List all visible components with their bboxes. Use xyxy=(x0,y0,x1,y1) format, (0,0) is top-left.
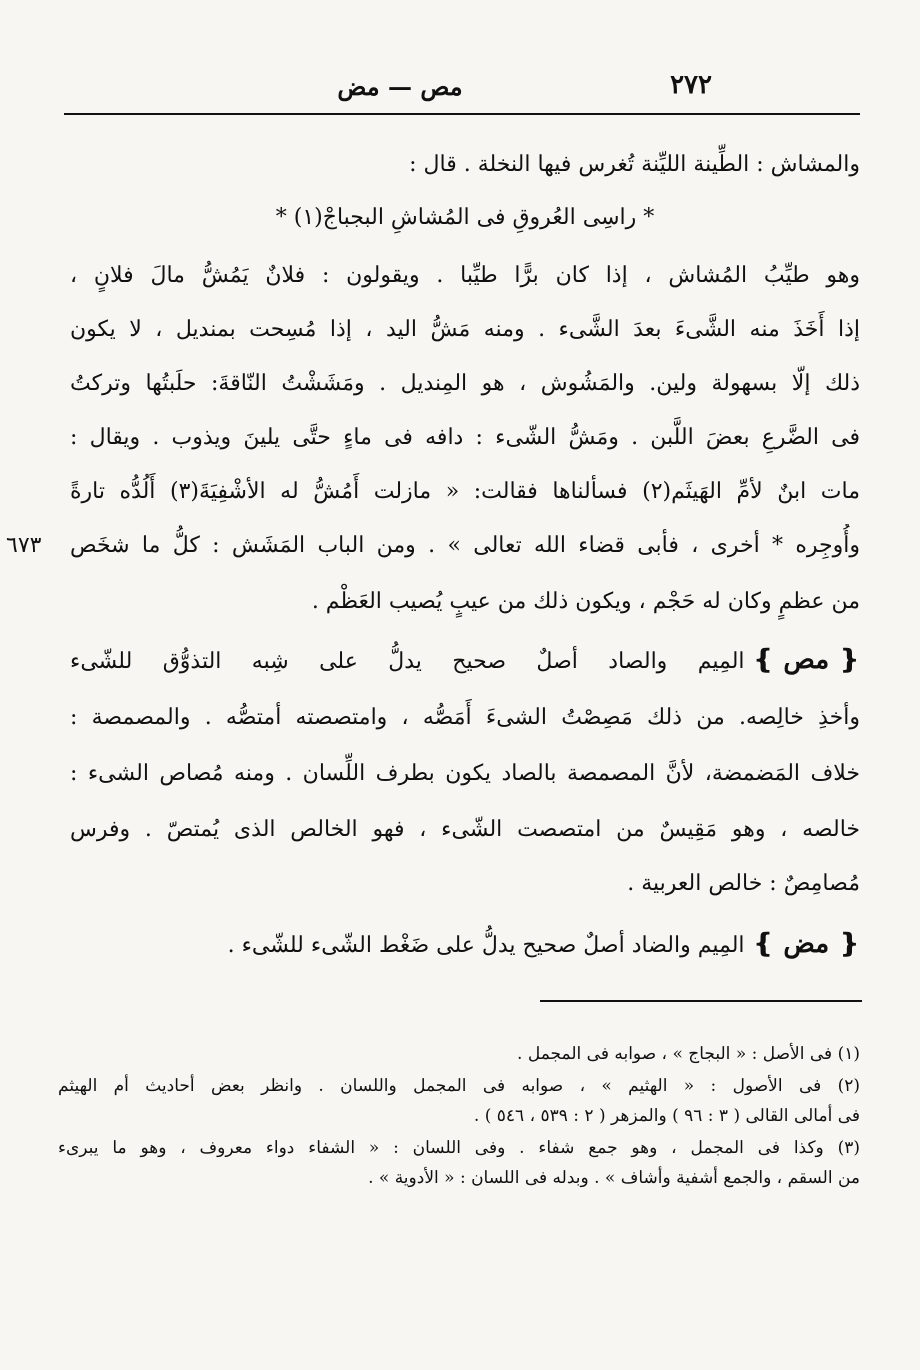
entry-heading-line xyxy=(70,638,860,682)
verse-line: * راسِى العُروقِ فى المُشاشِ البجباجْ(١) * xyxy=(275,205,655,230)
body-line: ذلك إلّا بسهولة ولين. والمَشُوش ، هو المِنديل . ومَشَشْتُ النّاقةَ: حلَبتُها وتركتُ xyxy=(70,371,860,396)
entry-headword-mass: ❴ مص ❵ xyxy=(753,638,860,682)
footnote-rule xyxy=(540,1000,862,1002)
body-line: خلاف المَضمضة، لأنَّ المصمصة بالصاد يكون بطرف اللِّسان . ومنه مُصاص الشىء : xyxy=(70,761,860,786)
footnote-line: (٣) وكذا فى المجمل ، وهو جمع شفاء . وفى اللسان : « الشفاء دواء معروف ، وهو ما يبرىء xyxy=(58,1138,860,1158)
body-line: وأخذِ خالِصه. من ذلك مَصِصْتُ الشىءَ أَمَصُّه ، وامتصصته أمتصُّه . والمصمصة : xyxy=(70,705,860,730)
body-line-text: المِيم والضاد أصلٌ صحيح يدلُّ على ضَغْط الشّىء للشّىء . xyxy=(227,933,745,958)
footnote-line: (١) فى الأصل : « البجاج » ، صوابه فى المجمل . xyxy=(517,1044,860,1064)
body-line: من عظمٍ وكان له حَجْم ، ويكون ذلك من عيبٍ يُصيب العَظْم . xyxy=(311,589,860,614)
body-line: إذا أَخَذَ منه الشَّىءَ بعدَ الشَّىء . ومنه مَشُّ اليد ، إذا مُسِحت بمنديل ، لا يكون xyxy=(70,317,860,342)
header-rule xyxy=(64,113,860,115)
body-line: مات ابنٌ لأمِّ الهَيثَم(٢) فسألناها فقالت: « مازلت أَمُشُّ له الأشْفِيَةَ(٣) أَلُدُّه تارةً xyxy=(70,479,860,504)
body-line: خالصه ، وهو مَقِيسٌ من امتصصت الشّىء ، فهو الخالص الذى يُمتصّ . وفرس xyxy=(70,817,860,842)
footnote-line: فى أمالى القالى ( ٣ : ٩٦ ) والمزهر ( ٢ : ٥٣٩ ، ٥٤٦ ) . xyxy=(473,1106,860,1126)
body-line: فى الضَّرعِ بعضَ اللَّبن . ومَشُّ الشّىء : دافه فى ماءٍ حتَّى يلينَ ويذوب . ويقال : xyxy=(70,425,860,450)
body-line: والمشاش : الطِّينة الليِّنة تُغرس فيها النخلة . قال : xyxy=(409,152,860,177)
body-line: وأُوجِره * أخرى ، فأبى قضاء الله تعالى » . ومن الباب المَشَش : كلُّ ما شخَص xyxy=(70,533,860,558)
body-line: وهو طيِّبُ المُشاش ، إذا كان برًّا طيِّبا . ويقولون : فلانٌ يَمُشُّ مالَ فلانٍ ، xyxy=(70,263,860,288)
footnote-line: من السقم ، والجمع أشفية وأشاف » . وبدله فى اللسان : « الأدوية » . xyxy=(368,1168,860,1188)
entry-headword-madd: ❴ مض ❵ xyxy=(753,922,860,966)
page-number: ٢٧٢ xyxy=(670,70,712,100)
body-line: مُصامِصٌ : خالص العربية . xyxy=(627,871,860,896)
margin-page-number: ٦٧٣ xyxy=(6,533,42,558)
body-line-text: المِيم والصاد أصلٌ صحيح يدلُّ على شِبه التذوُّق للشّىء xyxy=(70,649,745,674)
footnote-line: (٢) فى الأصول : « الهثيم » ، صوابه فى المجمل واللسان . وانظر بعض أحاديث أم الهيثم xyxy=(58,1076,860,1096)
entry-heading-line xyxy=(70,922,860,966)
running-title: مص — مض xyxy=(337,72,463,101)
